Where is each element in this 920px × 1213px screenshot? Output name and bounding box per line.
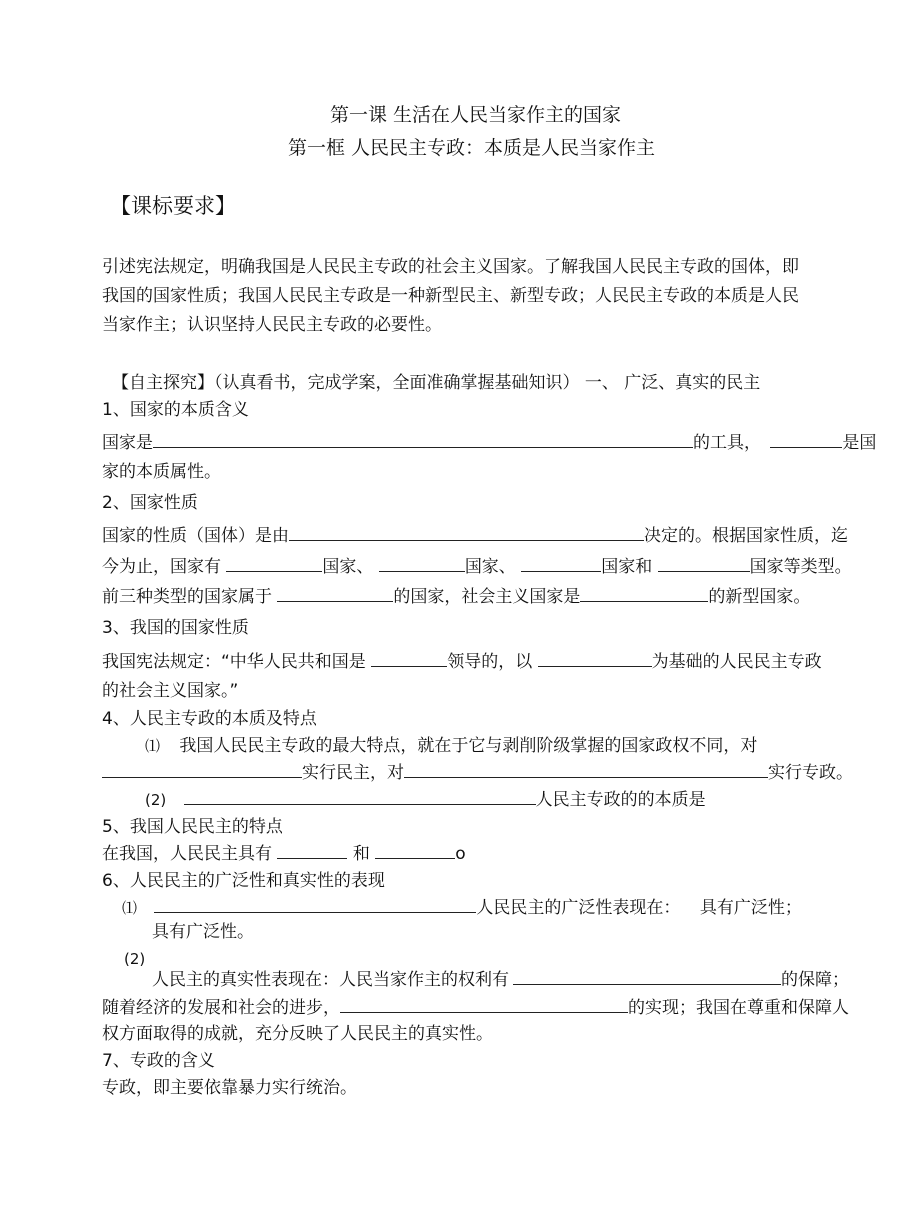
q4-blank-1[interactable] bbox=[102, 762, 302, 778]
q6-line-1 bbox=[122, 897, 802, 919]
q2-blank-7[interactable] bbox=[580, 586, 708, 602]
q2-text-e: 国家、 bbox=[464, 557, 516, 577]
q2-blank-3[interactable] bbox=[379, 556, 465, 572]
intro-line-3: 当家作主；认识坚持人民民主专政的必要性。 bbox=[102, 315, 442, 335]
q4-blank-3[interactable] bbox=[184, 789, 536, 805]
q6-heading: 6、人民民主的广泛性和真实性的表现 bbox=[102, 871, 385, 891]
q6-text-a: 人民民主的广泛性表现在： bbox=[476, 898, 681, 918]
q3-line-1 bbox=[102, 651, 822, 673]
q4-line-3 bbox=[145, 789, 706, 811]
q4-text-c: 实行专政。 bbox=[768, 763, 853, 783]
q3-heading: 3、我国的国家性质 bbox=[102, 618, 249, 638]
q3-text-c: 为基础的人民民主专政 bbox=[651, 652, 822, 672]
q2-line-2 bbox=[102, 556, 852, 578]
q2-line-3 bbox=[102, 586, 810, 608]
q4-text-d: 人民主专政的的本质是 bbox=[535, 790, 706, 810]
q5-blank-1[interactable] bbox=[277, 843, 347, 859]
q5-line-1 bbox=[102, 843, 466, 865]
q2-blank-5[interactable] bbox=[658, 556, 750, 572]
q1-line-1 bbox=[102, 432, 876, 454]
q6-line-4 bbox=[102, 997, 849, 1019]
q3-blank-1[interactable] bbox=[371, 651, 447, 667]
q2-text-d: 国家、 bbox=[322, 557, 374, 577]
q6-blank-2[interactable] bbox=[513, 969, 781, 985]
q6-blank-1[interactable] bbox=[154, 897, 476, 913]
q3-text-b: 领导的，以 bbox=[447, 652, 533, 672]
q1-text-c: 是国 bbox=[842, 433, 877, 453]
q6-text-b: 具有广泛性； bbox=[699, 898, 802, 918]
q6-line-5: 权方面取得的成就，充分反映了人民民主的真实性。 bbox=[102, 1024, 493, 1044]
q4-blank-2[interactable] bbox=[404, 762, 768, 778]
q6-line-3 bbox=[152, 969, 849, 991]
explore-header: 【自主探究】（认真看书，完成学案，全面准确掌握基础知识） 一、 广泛、真实的民主 bbox=[112, 373, 761, 393]
q4-line-2 bbox=[102, 762, 853, 784]
q6-blank-3[interactable] bbox=[340, 997, 628, 1013]
q6-text-e: 的保障； bbox=[781, 970, 849, 990]
q3-text-a: 我国宪法规定：“中华人民共和国是 bbox=[102, 652, 366, 672]
q2-blank-4[interactable] bbox=[521, 556, 601, 572]
q2-text-h: 前三种类型的国家属于 bbox=[102, 587, 272, 607]
q2-line-1 bbox=[102, 525, 848, 547]
q6-text-d: 人民主的真实性表现在：人民当家作主的权利有 bbox=[152, 970, 509, 990]
q7-line-1: 专政，即主要依靠暴力实行统治。 bbox=[102, 1078, 357, 1098]
q6-text-f: 随着经济的发展和社会的进步， bbox=[102, 998, 340, 1018]
q2-heading: 2、国家性质 bbox=[102, 493, 198, 513]
q1-heading: 1、国家的本质含义 bbox=[102, 400, 249, 420]
q2-text-f: 国家和 bbox=[601, 557, 653, 577]
q4-text-a: 我国人民民主专政的最大特点，就在于它与剥削阶级掌握的国家政权不同，对 bbox=[179, 736, 758, 756]
q1-blank-2[interactable] bbox=[770, 432, 842, 448]
q2-text-a: 国家的性质（国体）是由 bbox=[102, 526, 289, 546]
q6-text-g: 的实现；我国在尊重和保障人 bbox=[628, 998, 849, 1018]
q2-text-g: 国家等类型。 bbox=[749, 557, 852, 577]
q2-text-i: 的国家，社会主义国家是 bbox=[393, 587, 581, 607]
q1-line-2: 家的本质属性。 bbox=[102, 462, 221, 482]
q5-heading: 5、我国人民民主的特点 bbox=[102, 817, 283, 837]
q5-blank-2[interactable] bbox=[375, 843, 455, 859]
q5-text-b: 和 bbox=[352, 844, 370, 864]
q4-line-1 bbox=[145, 735, 757, 757]
q3-blank-2[interactable] bbox=[538, 651, 652, 667]
lesson-title: 第一课 生活在人民当家作主的国家 bbox=[330, 104, 622, 126]
q6-num-1: ⑴ bbox=[122, 899, 138, 917]
q2-blank-1[interactable] bbox=[289, 525, 644, 541]
standards-header: 【课标要求】 bbox=[110, 194, 236, 218]
intro-line-2: 我国的国家性质；我国人民民主专政是一种新型民主、新型专政；人民民主专政的本质是人民 bbox=[102, 286, 799, 306]
q5-text-a: 在我国，人民民主具有 bbox=[102, 844, 272, 864]
q6-num-2: (2) bbox=[124, 950, 146, 968]
q3-line-2: 的社会主义国家。” bbox=[102, 681, 239, 701]
q1-text-a: 国家是 bbox=[102, 433, 153, 453]
q4-num-2: (2) bbox=[145, 791, 167, 809]
q2-text-c: 今为止，国家有 bbox=[102, 557, 221, 577]
section-title: 第一框 人民民主专政：本质是人民当家作主 bbox=[288, 137, 656, 159]
q6-line-2: 具有广泛性。 bbox=[152, 922, 254, 942]
q5-text-c: o bbox=[455, 844, 466, 864]
intro-line-1: 引述宪法规定，明确我国是人民民主专政的社会主义国家。了解我国人民民主专政的国体，即 bbox=[102, 257, 799, 277]
q1-text-b: 的工具， bbox=[693, 433, 761, 453]
q4-num-1: ⑴ bbox=[145, 737, 161, 755]
q1-blank-1[interactable] bbox=[153, 432, 693, 448]
q2-blank-6[interactable] bbox=[277, 586, 393, 602]
q2-blank-2[interactable] bbox=[226, 556, 322, 572]
q2-text-j: 的新型国家。 bbox=[708, 587, 811, 607]
q2-text-b: 决定的。根据国家性质，迄 bbox=[644, 526, 848, 546]
q4-heading: 4、人民主专政的本质及特点 bbox=[102, 709, 317, 729]
q4-text-b: 实行民主，对 bbox=[302, 763, 404, 783]
q7-heading: 7、专政的含义 bbox=[102, 1051, 215, 1071]
